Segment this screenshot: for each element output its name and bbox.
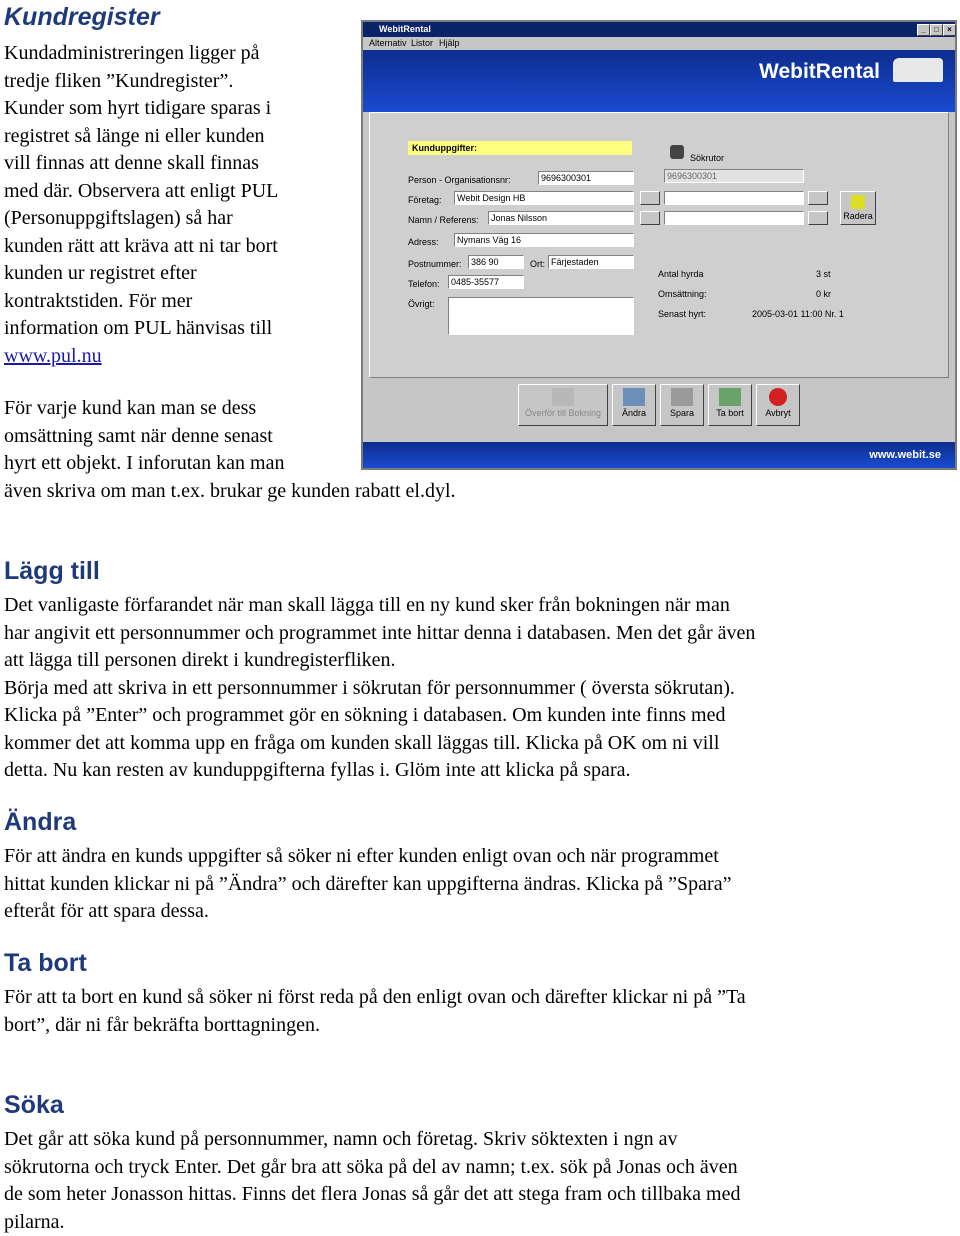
soka-text xyxy=(4,1126,954,1236)
stop-icon xyxy=(769,388,787,406)
text-line: att lägga till personen direkt i kundregisterfliken. xyxy=(4,647,954,675)
telefon-field[interactable]: 0485-35577 xyxy=(448,275,524,289)
tabort-button[interactable] xyxy=(708,384,752,426)
window-titlebar xyxy=(363,22,955,37)
postnummer-label: Postnummer: xyxy=(408,259,462,269)
minimize-icon[interactable]: _ xyxy=(917,24,930,36)
text-line: hittat kunden klickar ni på ”Ändra” och därefter kan uppgifterna ändras. Klicka på ”Spara” xyxy=(4,871,954,899)
senast-label: Senast hyrt: xyxy=(658,309,706,319)
text-line: pilarna. xyxy=(4,1209,954,1236)
app-footer xyxy=(363,442,955,468)
andra-text xyxy=(4,843,954,926)
lagg-till-text xyxy=(4,592,954,785)
search-foretag-field[interactable] xyxy=(664,191,804,205)
kundregister-intro xyxy=(4,40,354,370)
namn-field[interactable]: Jonas Nilsson xyxy=(488,211,634,225)
search-icon xyxy=(670,145,684,159)
spara-label: Spara xyxy=(670,408,694,418)
text-line: efteråt för att spara dessa. xyxy=(4,898,954,926)
webitrental-window xyxy=(361,20,957,470)
text-line: Kundadministreringen ligger på xyxy=(4,40,354,68)
text-line: registret så länge ni eller kunden xyxy=(4,123,354,151)
transfer-icon xyxy=(552,388,574,406)
radera-label: Radera xyxy=(843,211,873,221)
maximize-icon[interactable]: □ xyxy=(930,24,943,36)
search-label: Sökrutor xyxy=(690,153,724,163)
close-icon[interactable]: × xyxy=(943,24,956,36)
text-line: har angivit ett personnummer och programmet inte hittar denna i databasen. Men det går även xyxy=(4,620,954,648)
person-label: Person - Organisationsnr: xyxy=(408,175,511,185)
text-line: För att ändra en kunds uppgifter så söker ni efter kunden enligt ovan och när programmet xyxy=(4,843,954,871)
radera-button[interactable] xyxy=(840,191,876,225)
text-line: kontraktstiden. För mer xyxy=(4,288,354,316)
text-line: tredje fliken ”Kundregister”. xyxy=(4,68,354,96)
text-line: sökrutorna och tryck Enter. Det går bra att söka på del av namn; t.ex. sök på Jonas och även xyxy=(4,1154,954,1182)
overfor-button[interactable] xyxy=(518,384,608,426)
form-header: Kunduppgifter: xyxy=(408,141,632,155)
text-line: För att ta bort en kund så söker ni först reda på den enligt ovan och därefter klickar ni på ”Ta xyxy=(4,984,954,1012)
andra-button[interactable] xyxy=(612,384,656,426)
menu-hjalp[interactable]: Hjälp xyxy=(439,38,460,48)
webitrental-logo: WebitRental xyxy=(759,60,880,84)
menubar xyxy=(363,37,955,50)
ta-bort-text xyxy=(4,984,954,1039)
kundregister-panel xyxy=(369,112,949,378)
search-personnr-field[interactable]: 9696300301 xyxy=(664,169,804,183)
text-line: hyrt ett objekt. I inforutan kan man xyxy=(4,450,564,478)
avbryt-label: Avbryt xyxy=(765,408,790,418)
andra-label: Ändra xyxy=(622,408,646,418)
namn-label: Namn / Referens: xyxy=(408,215,479,225)
omsattning-label: Omsättning: xyxy=(658,289,707,299)
search-namn-field[interactable] xyxy=(664,211,804,225)
ort-label: Ort: xyxy=(530,259,545,269)
antal-value: 3 st xyxy=(816,269,831,279)
person-field[interactable]: 9696300301 xyxy=(538,171,634,185)
window-title: WebitRental xyxy=(379,24,431,34)
text-line: För varje kund kan man se dess xyxy=(4,395,564,423)
text-line: bort”, där ni får bekräfta borttagningen. xyxy=(4,1012,954,1040)
foretag-field[interactable]: Webit Design HB xyxy=(454,191,634,205)
app-banner xyxy=(363,50,955,112)
section-title-lagg-till: Lägg till xyxy=(4,557,100,586)
eraser-icon xyxy=(851,195,865,209)
caravan-icon xyxy=(893,58,943,82)
trash-icon xyxy=(719,388,741,406)
ort-field[interactable]: Färjestaden xyxy=(548,255,634,269)
telefon-label: Telefon: xyxy=(408,279,440,289)
antal-label: Antal hyrda xyxy=(658,269,704,279)
adress-field[interactable]: Nymans Väg 16 xyxy=(454,233,634,247)
text-line: Det går att söka kund på personnummer, namn och företag. Skriv söktexten i ngn av xyxy=(4,1126,954,1154)
text-line: (Personuppgiftslagen) så har xyxy=(4,205,354,233)
tabort-label: Ta bort xyxy=(716,408,744,418)
edit-icon xyxy=(623,388,645,406)
text-line: detta. Nu kan resten av kunduppgifterna fyllas i. Glöm inte att klicka på spara. xyxy=(4,757,954,785)
footer-url: www.webit.se xyxy=(869,449,941,461)
text-line: kommer det att komma upp en fråga om kunden skall läggas till. Klicka på OK om ni vill xyxy=(4,730,954,758)
next-arrow-icon[interactable] xyxy=(808,211,828,225)
next-arrow-icon[interactable] xyxy=(808,191,828,205)
prev-arrow-icon[interactable] xyxy=(640,211,660,225)
text-line: kunden ur registret efter xyxy=(4,260,354,288)
section-title-soka: Söka xyxy=(4,1091,64,1120)
menu-listor[interactable]: Listor xyxy=(411,38,433,48)
text-line: kunden rätt att kräva att ni tar bort xyxy=(4,233,354,261)
menu-alternativ[interactable]: Alternativ xyxy=(369,38,407,48)
text-line: Klicka på ”Enter” och programmet gör en sökning i databasen. Om kunden inte finns med xyxy=(4,702,954,730)
text-line: med där. Observera att enligt PUL xyxy=(4,178,354,206)
spara-button[interactable] xyxy=(660,384,704,426)
text-line: omsättning samt när denne senast xyxy=(4,423,564,451)
section-title-kundregister: Kundregister xyxy=(4,3,160,32)
text-line: Det vanligaste förfarandet när man skall lägga till en ny kund sker från bokningen när man xyxy=(4,592,954,620)
text-line: vill finnas att denne skall finnas xyxy=(4,150,354,178)
omsattning-value: 0 kr xyxy=(816,289,831,299)
senast-value: 2005-03-01 11:00 Nr. 1 xyxy=(752,309,844,319)
adress-label: Adress: xyxy=(408,237,439,247)
ovrigt-label: Övrigt: xyxy=(408,299,435,309)
section-title-andra: Ändra xyxy=(4,808,76,837)
pul-link[interactable]: www.pul.nu xyxy=(4,345,102,367)
avbryt-button[interactable] xyxy=(756,384,800,426)
text-line: information om PUL hänvisas till xyxy=(4,315,354,343)
text-line: Börja med att skriva in ett personnummer i sökrutan för personnummer ( översta sökrutan). xyxy=(4,675,954,703)
foretag-label: Företag: xyxy=(408,195,442,205)
overfor-label: Överför till Bokning xyxy=(525,408,601,418)
prev-arrow-icon[interactable] xyxy=(640,191,660,205)
save-icon xyxy=(671,388,693,406)
text-line: de som heter Jonasson hittas. Finns det flera Jonas så går det att stega fram och tillbaka med xyxy=(4,1181,954,1209)
section-title-ta-bort: Ta bort xyxy=(4,949,87,978)
text-line: Kunder som hyrt tidigare sparas i xyxy=(4,95,354,123)
text-line: även skriva om man t.ex. brukar ge kunden rabatt el.dyl. xyxy=(4,478,564,506)
ovrigt-field[interactable] xyxy=(448,297,634,335)
postnummer-field[interactable]: 386 90 xyxy=(468,255,524,269)
